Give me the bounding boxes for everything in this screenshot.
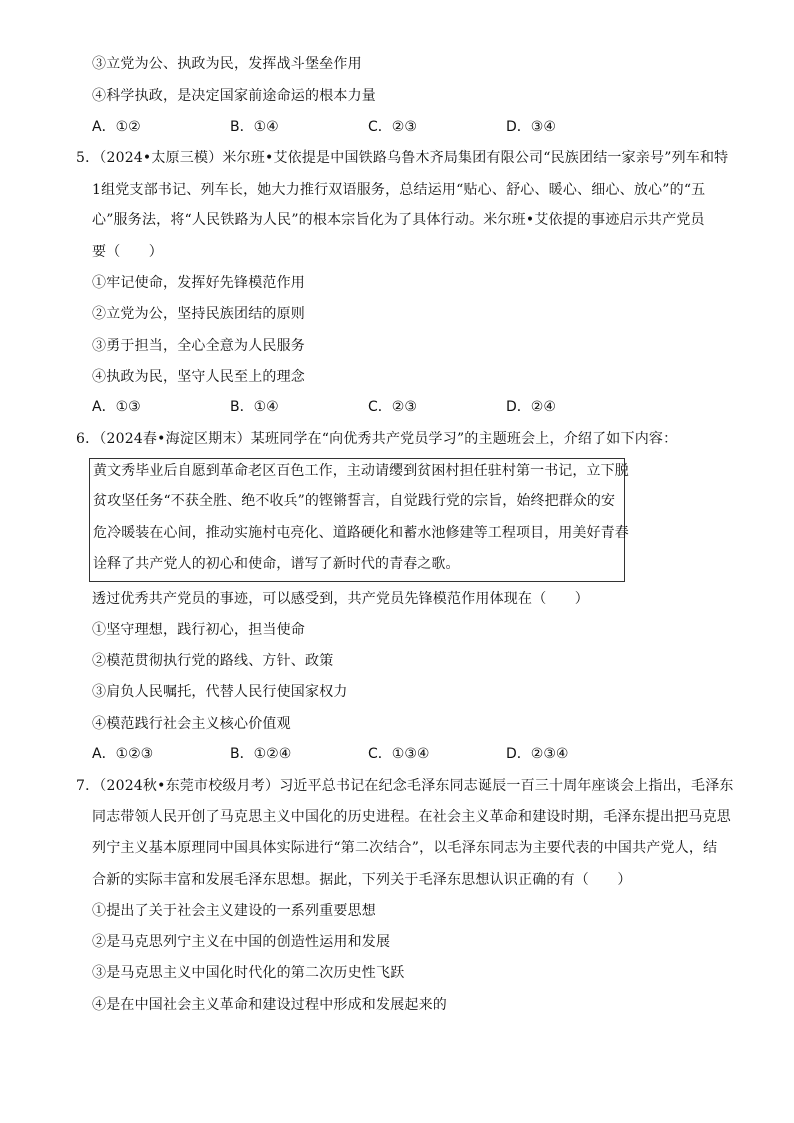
choice-a: A．①②③ (92, 746, 154, 762)
option-item: ④执政为民，坚守人民至上的理念 (92, 369, 305, 385)
choice-b: B．①②④ (230, 746, 292, 762)
choice-b: B．①④ (230, 119, 279, 135)
answer-choices-row (92, 117, 652, 137)
question-7-stem-line: 同志带领人民开创了马克思主义中国化的历史进程。在社会主义革命和建设时期，毛泽东提出把马克思 (92, 809, 731, 825)
question-5-stem-line: 5．（2024•太原三模）米尔班•艾依提是中国铁路乌鲁木齐局集团有限公司“民族团结一家亲号”列车和特 (76, 150, 729, 166)
option-item: ④模范践行社会主义核心价值观 (92, 716, 291, 732)
choice-d: D．②④ (506, 399, 556, 415)
choice-a: A．①③ (92, 399, 141, 415)
answer-choices-row (92, 397, 652, 417)
question-7-stem-line: 合新的实际丰富和发展毛泽东思想。据此，下列关于毛泽东思想认识正确的有（ ） (92, 872, 632, 888)
material-line: 黄文秀毕业后自愿到革命老区百色工作，主动请缨到贫困村担任驻村第一书记，立下脱 (93, 463, 629, 479)
choice-d: D．②③④ (506, 746, 569, 762)
choice-c: C．②③ (368, 399, 417, 415)
question-5-stem-line: 1组党支部书记、列车长，她大力推行双语服务，总结运用“贴心、舒心、暖心、细心、放心”的“五 (92, 182, 706, 198)
option-item: ④科学执政，是决定国家前途命运的根本力量 (92, 88, 376, 104)
question-7-stem-line: 7．（2024秋•东莞市校级月考）习近平总书记在纪念毛泽东同志诞辰一百三十周年座谈会上指出，毛泽东 (76, 778, 734, 794)
option-item: ③肩负人民嘱托，代替人民行使国家权力 (92, 684, 348, 700)
option-item: ①坚守理想，践行初心，担当使命 (92, 622, 305, 638)
choice-c: C．②③ (368, 119, 417, 135)
option-item: ③立党为公、执政为民，发挥战斗堡垒作用 (92, 56, 362, 72)
option-item: ②是马克思列宁主义在中国的创造性运用和发展 (92, 934, 391, 950)
question-6-prompt: 透过优秀共产党员的事迹，可以感受到，共产党员先锋模范作用体现在（ ） (92, 591, 589, 607)
option-item: ②立党为公，坚持民族团结的原则 (92, 306, 305, 322)
material-line: 危冷暖装在心间，推动实施村屯亮化、道路硬化和蓄水池修建等工程项目，用美好青春 (93, 525, 629, 541)
material-line: 诠释了共产党人的初心和使命，谱写了新时代的青春之歌。 (93, 556, 460, 572)
option-item: ③勇于担当，全心全意为人民服务 (92, 338, 305, 354)
choice-b: B．①④ (230, 399, 279, 415)
question-7-stem-line: 列宁主义基本原理同中国具体实际进行“第二次结合”，以毛泽东同志为主要代表的中国共产党人，结 (92, 840, 718, 856)
question-5-stem-line: 要（ ） (92, 244, 163, 260)
choice-a: A．①② (92, 119, 141, 135)
choice-c: C．①③④ (368, 746, 430, 762)
question-6-stem-line: 6．（2024春•海淀区期末）某班同学在“向优秀共产党员学习”的主题班会上，介绍了如下内容： (76, 431, 678, 447)
option-item: ④是在中国社会主义革命和建设过程中形成和发展起来的 (92, 997, 447, 1013)
option-item: ③是马克思主义中国化时代化的第二次历史性飞跃 (92, 965, 405, 981)
option-item: ②模范贯彻执行党的路线、方针、政策 (92, 653, 334, 669)
material-line: 贫攻坚任务“不获全胜、绝不收兵”的铿锵誓言，自觉践行党的宗旨，始终把群众的安 (93, 493, 616, 509)
option-item: ①提出了关于社会主义建设的一系列重要思想 (92, 903, 376, 919)
choice-d: D．③④ (506, 119, 556, 135)
answer-choices-row (92, 744, 652, 764)
option-item: ①牢记使命，发挥好先锋模范作用 (92, 275, 305, 291)
question-5-stem-line: 心”服务法，将“人民铁路为人民”的根本宗旨化为了具体行动。米尔班•艾依提的事迹启示共产党员 (92, 212, 705, 228)
